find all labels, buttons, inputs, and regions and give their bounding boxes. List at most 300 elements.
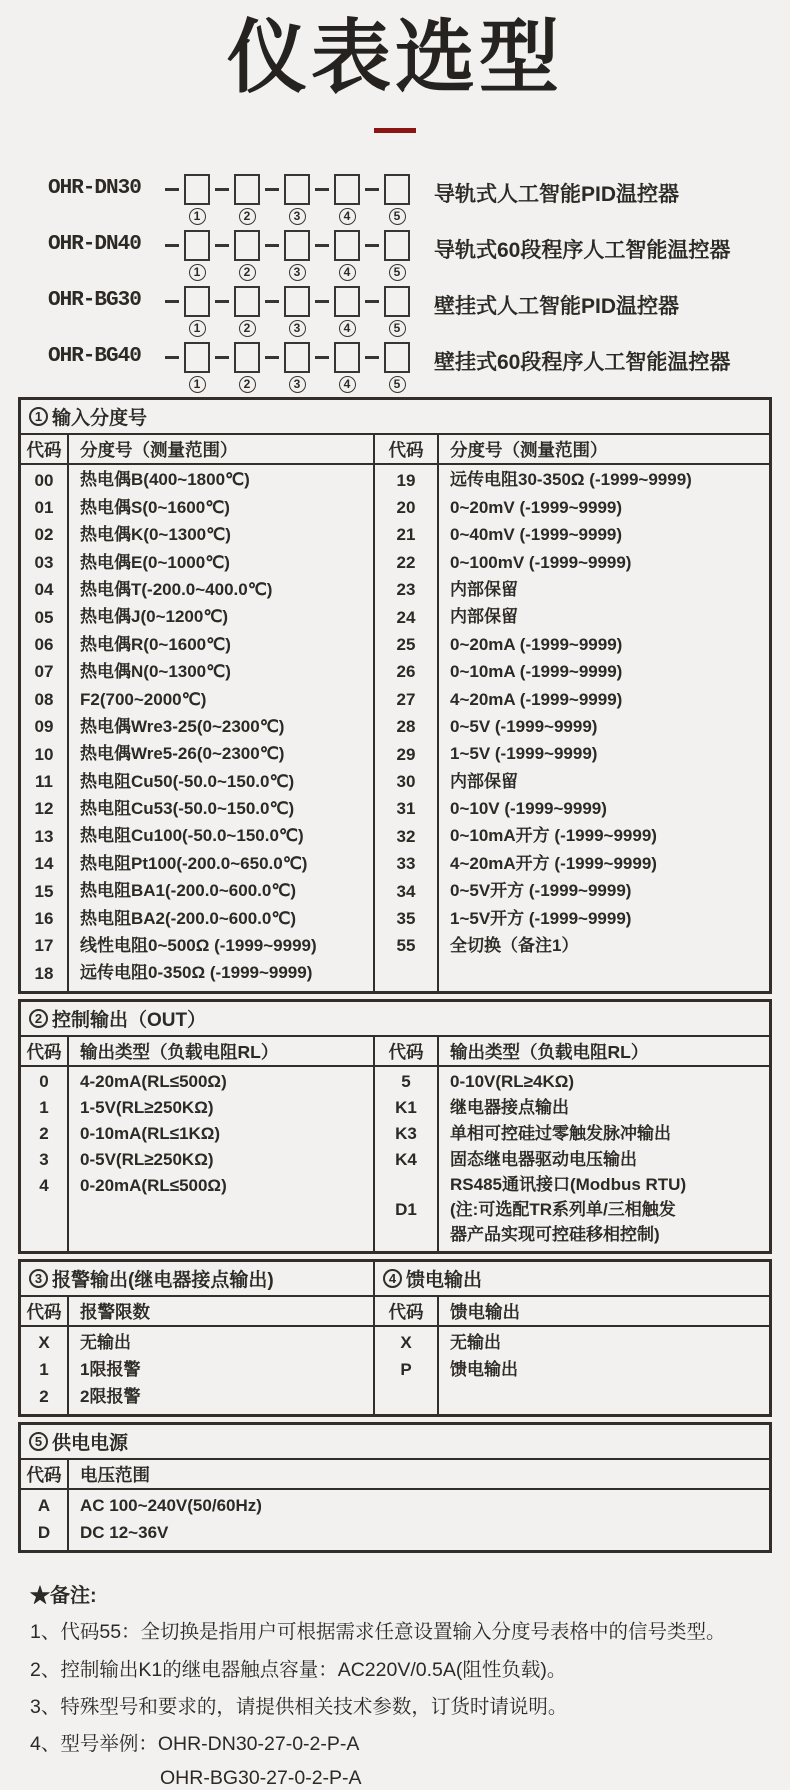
table-row — [21, 933, 373, 960]
option-boxes — [160, 229, 410, 261]
remarks-list — [30, 1619, 790, 1757]
model-option-strip — [160, 285, 410, 337]
table-row — [21, 522, 373, 549]
option-box-2 — [234, 342, 260, 373]
table-row — [375, 659, 769, 686]
circled-number-3: 3 — [289, 264, 306, 281]
table-row — [21, 659, 373, 686]
row-code: 2 — [39, 1386, 49, 1406]
row-code: 07 — [34, 662, 54, 682]
dash-separator — [265, 356, 279, 359]
row-code: 19 — [396, 470, 416, 490]
row-label: 热电阻BA2(-200.0~600.0℃) — [80, 908, 297, 928]
table-row — [375, 741, 769, 768]
dash-separator — [165, 188, 179, 191]
option-box-3 — [284, 230, 310, 261]
table-row — [375, 823, 769, 850]
row-code: 09 — [34, 717, 54, 737]
row-label: 固态继电器驱动电压输出 — [450, 1150, 637, 1170]
row-code: 18 — [34, 963, 54, 983]
remark-item: 3、特殊型号和要求的，请提供相关技术参数，订货时请说明。 — [30, 1695, 568, 1718]
table-row — [375, 1356, 769, 1383]
circled-number-5: 5 — [389, 376, 406, 393]
table-row — [21, 823, 373, 850]
row-label: 热电阻Cu50(-50.0~150.0℃) — [80, 771, 295, 791]
row-label: 0~5V开方 (-1999~9999) — [450, 881, 632, 901]
table-row — [375, 1173, 769, 1247]
row-label: DC 12~36V — [80, 1522, 169, 1542]
option-box-4 — [334, 286, 360, 317]
table-row — [375, 905, 769, 932]
option-boxes — [160, 341, 410, 373]
column-headers — [21, 435, 373, 465]
dash-separator — [215, 356, 229, 359]
row-label: 1-5V(RL≥250KΩ) — [80, 1098, 214, 1118]
table-row — [375, 467, 769, 494]
table-row — [21, 960, 373, 987]
row-label: 1~5V开方 (-1999~9999) — [450, 908, 632, 928]
model-row — [48, 341, 790, 389]
row-code: D1 — [395, 1200, 417, 1220]
row-code: 01 — [34, 498, 54, 518]
table-row — [375, 494, 769, 521]
dash-separator — [315, 188, 329, 191]
row-code: 28 — [396, 717, 416, 737]
table-row — [21, 878, 373, 905]
input-rows-left — [21, 465, 373, 991]
row-label: 继电器接点输出 — [450, 1098, 569, 1118]
table-row — [21, 1519, 769, 1546]
row-code: K3 — [395, 1124, 417, 1144]
option-box-4 — [334, 230, 360, 261]
model-description: 导轨式人工智能PID温控器 — [434, 183, 680, 206]
dash-separator — [315, 356, 329, 359]
row-label: 4~20mA (-1999~9999) — [450, 689, 623, 709]
code-column-header: 代码 — [26, 1464, 62, 1485]
code-column-header: 代码 — [388, 439, 424, 460]
circled-number-2: 2 — [239, 208, 256, 225]
row-label: 1~5V (-1999~9999) — [450, 744, 598, 764]
column-headers — [21, 1037, 373, 1067]
dash-separator — [365, 356, 379, 359]
remark-item: 1、代码55：全切换是指用户可根据需求任意设置输入分度号表格中的信号类型。 — [30, 1621, 726, 1644]
row-code: 29 — [396, 744, 416, 764]
row-code: 13 — [34, 826, 54, 846]
row-code: 00 — [34, 470, 54, 490]
row-label: 4-20mA(RL≤500Ω) — [80, 1072, 227, 1092]
table-row — [375, 522, 769, 549]
table-row — [21, 1121, 373, 1147]
table-title-text: 馈电输出 — [406, 1270, 483, 1292]
model-description: 壁挂式人工智能PID温控器 — [434, 295, 680, 318]
dash-separator — [165, 356, 179, 359]
title-accent-dash — [374, 128, 416, 133]
row-code: 17 — [34, 936, 54, 956]
option-box-3 — [284, 174, 310, 205]
control-output-table — [18, 999, 772, 1254]
table-row — [375, 714, 769, 741]
row-label: RS485通讯接口(Modbus RTU) (注:可选配TR系列单/三相触发 器产品实现可控硅移相控制) — [450, 1175, 687, 1244]
label-column-header: 输出类型（负载电阻RL） — [450, 1041, 649, 1062]
model-row — [48, 285, 790, 333]
row-code: 06 — [34, 635, 54, 655]
row-code: K1 — [395, 1098, 417, 1118]
model-code: OHR-DN30 — [48, 177, 141, 200]
row-label: 热电阻Cu53(-50.0~150.0℃) — [80, 799, 295, 819]
row-code: 05 — [34, 607, 54, 627]
dash-separator — [315, 300, 329, 303]
table-row — [21, 577, 373, 604]
circled-number-3: 3 — [289, 208, 306, 225]
row-label: 热电偶T(-200.0~400.0℃) — [80, 579, 273, 599]
alarm-rows — [21, 1327, 373, 1414]
dash-separator — [215, 244, 229, 247]
table-row — [375, 1329, 769, 1356]
circled-number-icon: 5 — [29, 1432, 48, 1451]
row-label: 0~10mA (-1999~9999) — [450, 662, 623, 682]
model-code: OHR-DN40 — [48, 233, 141, 256]
row-label: 0~10mA开方 (-1999~9999) — [450, 826, 657, 846]
row-label: 0~10V (-1999~9999) — [450, 799, 607, 819]
input-rows-right — [375, 465, 769, 991]
table-row — [21, 1173, 373, 1199]
row-code: 20 — [396, 498, 416, 518]
row-label: 远传电阻30-350Ω (-1999~9999) — [450, 470, 692, 490]
circled-number-icon: 1 — [29, 407, 48, 426]
row-code: 27 — [396, 689, 416, 709]
option-boxes — [160, 285, 410, 317]
dash-separator — [315, 244, 329, 247]
row-code: 4 — [39, 1176, 49, 1196]
row-label: 远传电阻0-350Ω (-1999~9999) — [80, 963, 313, 983]
row-label: 全切换（备注1） — [450, 936, 579, 956]
row-label: 内部保留 — [450, 579, 518, 599]
table-title-text: 报警输出(继电器接点输出) — [52, 1270, 274, 1292]
dash-separator — [215, 300, 229, 303]
row-code: 14 — [34, 854, 54, 874]
table-row — [375, 604, 769, 631]
table-row — [21, 905, 373, 932]
row-code: 23 — [396, 580, 416, 600]
table-row — [375, 933, 769, 960]
remarks-section — [30, 1579, 790, 1789]
table-row — [21, 631, 373, 658]
row-code: 12 — [34, 799, 54, 819]
dash-separator — [265, 188, 279, 191]
circled-number-icon: 3 — [29, 1269, 48, 1288]
label-column-header: 分度号（测量范围） — [450, 439, 608, 460]
row-code: 16 — [34, 908, 54, 928]
row-code: 03 — [34, 552, 54, 572]
option-box-3 — [284, 286, 310, 317]
model-option-strip — [160, 229, 410, 281]
model-code: OHR-BG30 — [48, 289, 141, 312]
circled-number-2: 2 — [239, 264, 256, 281]
row-label: AC 100~240V(50/60Hz) — [80, 1495, 262, 1515]
row-label: 热电偶K(0~1300℃) — [80, 525, 231, 545]
label-column-header: 馈电输出 — [450, 1301, 520, 1322]
option-numbers — [160, 208, 410, 225]
table-row — [21, 1492, 769, 1519]
circled-number-icon: 2 — [29, 1009, 48, 1028]
code-column-header: 代码 — [26, 1041, 62, 1062]
circled-number-4: 4 — [339, 264, 356, 281]
table-row — [21, 467, 373, 494]
row-code: A — [37, 1495, 51, 1515]
label-column-header: 报警限数 — [80, 1301, 150, 1322]
row-label: 0~20mA (-1999~9999) — [450, 634, 623, 654]
row-label: 2限报警 — [80, 1386, 141, 1406]
column-headers — [21, 1460, 769, 1490]
row-code: 34 — [396, 881, 416, 901]
table-row — [21, 850, 373, 877]
dash-separator — [265, 300, 279, 303]
dash-separator — [365, 188, 379, 191]
column-headers — [21, 1297, 373, 1327]
row-label: 热电偶E(0~1000℃) — [80, 552, 230, 572]
table-title — [21, 1002, 769, 1037]
circled-number-icon: 4 — [383, 1269, 402, 1288]
dash-separator — [215, 188, 229, 191]
remarks-header: ★备注: — [30, 1585, 97, 1608]
row-code: 32 — [396, 826, 416, 846]
model-option-strip — [160, 341, 410, 393]
row-code: 31 — [396, 799, 416, 819]
table-row — [375, 549, 769, 576]
row-label: 0-5V(RL≥250KΩ) — [80, 1150, 214, 1170]
circled-number-1: 1 — [189, 376, 206, 393]
row-code: K4 — [395, 1150, 417, 1170]
circled-number-3: 3 — [289, 320, 306, 337]
output-rows-right — [375, 1067, 769, 1251]
remark-item: 2、控制输出K1的继电器触点容量：AC220V/0.5A(阻性负载)。 — [30, 1658, 567, 1681]
label-column-header: 输出类型（负载电阻RL） — [80, 1041, 279, 1062]
table-title-text: 输入分度号 — [52, 408, 148, 429]
row-label: 热电偶J(0~1200℃) — [80, 607, 229, 627]
option-box-5 — [384, 230, 410, 261]
option-box-1 — [184, 286, 210, 317]
row-label: 0-20mA(RL≤500Ω) — [80, 1176, 227, 1196]
row-code: P — [400, 1359, 412, 1379]
table-row — [375, 1069, 769, 1095]
dash-separator — [165, 244, 179, 247]
row-code: 5 — [401, 1072, 411, 1092]
feed-rows — [375, 1327, 769, 1414]
row-label: 0~40mV (-1999~9999) — [450, 525, 623, 545]
row-label: 热电偶N(0~1300℃) — [80, 662, 231, 682]
row-label: 0-10V(RL≥4KΩ) — [450, 1072, 575, 1092]
table-row — [21, 1356, 373, 1383]
table-row — [375, 878, 769, 905]
row-label: 单相可控硅过零触发脉冲输出 — [450, 1124, 671, 1144]
table-title — [375, 1262, 769, 1297]
table-row — [21, 1383, 373, 1410]
row-label: 0~5V (-1999~9999) — [450, 716, 598, 736]
circled-number-2: 2 — [239, 376, 256, 393]
column-headers — [375, 1037, 769, 1067]
circled-number-5: 5 — [389, 264, 406, 281]
model-row — [48, 229, 790, 277]
circled-number-2: 2 — [239, 320, 256, 337]
option-numbers — [160, 376, 410, 393]
table-row — [375, 768, 769, 795]
label-column-header: 分度号（测量范围） — [80, 439, 238, 460]
row-label: 线性电阻0~500Ω (-1999~9999) — [80, 936, 317, 956]
dash-separator — [365, 244, 379, 247]
row-label: 热电阻BA1(-200.0~600.0℃) — [80, 881, 297, 901]
option-box-1 — [184, 174, 210, 205]
column-headers — [375, 435, 769, 465]
alarm-and-feed-table — [18, 1259, 772, 1417]
row-code: 2 — [39, 1124, 49, 1144]
row-label: 热电阻Pt100(-200.0~650.0℃) — [80, 853, 308, 873]
row-code: X — [38, 1332, 50, 1352]
circled-number-1: 1 — [189, 208, 206, 225]
output-rows-left — [21, 1067, 373, 1251]
option-box-3 — [284, 342, 310, 373]
row-code: 1 — [39, 1098, 49, 1118]
option-box-2 — [234, 230, 260, 261]
code-column-header: 代码 — [388, 1041, 424, 1062]
row-code: 11 — [35, 771, 53, 791]
code-column-header: 代码 — [388, 1301, 424, 1322]
option-box-5 — [384, 342, 410, 373]
model-description: 壁挂式60段程序人工智能温控器 — [434, 351, 731, 374]
row-code: 15 — [34, 881, 54, 901]
circled-number-5: 5 — [389, 208, 406, 225]
dash-separator — [165, 300, 179, 303]
table-row — [375, 796, 769, 823]
row-code: 33 — [396, 854, 416, 874]
row-label: 内部保留 — [450, 607, 518, 627]
option-box-4 — [334, 174, 360, 205]
remark-item: 4、型号举例：OHR-DN30-27-0-2-P-A — [30, 1733, 360, 1756]
row-label: 0-10mA(RL≤1KΩ) — [80, 1124, 221, 1144]
table-row — [21, 741, 373, 768]
row-code: 24 — [396, 607, 416, 627]
option-box-4 — [334, 342, 360, 373]
option-box-2 — [234, 174, 260, 205]
row-label: F2(700~2000℃) — [80, 689, 207, 709]
page-title: 仪表选型 — [227, 13, 563, 102]
table-title-text: 控制输出（OUT） — [52, 1010, 207, 1032]
row-label: 热电阻Cu100(-50.0~150.0℃) — [80, 826, 304, 846]
row-label: 1限报警 — [80, 1359, 141, 1379]
option-box-5 — [384, 286, 410, 317]
row-code: 22 — [396, 552, 416, 572]
row-code: 30 — [396, 771, 416, 791]
table-row — [375, 850, 769, 877]
table-row — [375, 577, 769, 604]
model-option-strip — [160, 173, 410, 225]
table-row — [21, 1329, 373, 1356]
row-code: 21 — [396, 525, 416, 545]
row-code: 04 — [34, 580, 54, 600]
model-code-diagram — [48, 173, 790, 389]
column-headers — [375, 1297, 769, 1327]
table-row — [21, 1069, 373, 1095]
table-row — [375, 1147, 769, 1173]
code-column-header: 代码 — [26, 1301, 62, 1322]
table-row — [21, 768, 373, 795]
row-code: 35 — [396, 908, 416, 928]
power-supply-table — [18, 1422, 772, 1553]
table-row — [21, 1095, 373, 1121]
option-boxes — [160, 173, 410, 205]
row-label: 热电偶R(0~1600℃) — [80, 634, 231, 654]
row-label: 热电偶B(400~1800℃) — [80, 470, 250, 490]
row-code: 25 — [396, 635, 416, 655]
dash-separator — [265, 244, 279, 247]
row-code: 1 — [39, 1359, 49, 1379]
table-row — [375, 631, 769, 658]
model-row — [48, 173, 790, 221]
row-code: 55 — [396, 936, 416, 956]
model-code: OHR-BG40 — [48, 345, 141, 368]
table-row — [375, 1095, 769, 1121]
code-column-header: 代码 — [26, 439, 62, 460]
circled-number-4: 4 — [339, 376, 356, 393]
row-label: 无输出 — [80, 1332, 131, 1352]
table-row — [21, 494, 373, 521]
option-numbers — [160, 264, 410, 281]
row-code: 3 — [39, 1150, 49, 1170]
circled-number-1: 1 — [189, 320, 206, 337]
row-code: X — [400, 1332, 412, 1352]
row-label: 无输出 — [450, 1332, 501, 1352]
table-row — [21, 604, 373, 631]
model-description: 导轨式60段程序人工智能温控器 — [434, 239, 731, 262]
circled-number-1: 1 — [189, 264, 206, 281]
table-title — [21, 1262, 373, 1297]
row-code: 0 — [39, 1072, 49, 1092]
table-title — [21, 1425, 769, 1460]
row-code: 26 — [396, 662, 416, 682]
row-label: 0~100mV (-1999~9999) — [450, 552, 632, 572]
circled-number-5: 5 — [389, 320, 406, 337]
row-label: 内部保留 — [450, 771, 518, 791]
remark-model-example-2: OHR-BG30-27-0-2-P-A — [160, 1766, 362, 1789]
table-row — [375, 1121, 769, 1147]
row-code: 08 — [34, 689, 54, 709]
row-code: 10 — [34, 744, 54, 764]
row-label: 热电偶S(0~1600℃) — [80, 497, 230, 517]
option-box-2 — [234, 286, 260, 317]
dash-separator — [365, 300, 379, 303]
table-title-text: 供电电源 — [52, 1433, 129, 1455]
circled-number-3: 3 — [289, 376, 306, 393]
row-label: 热电偶Wre3-25(0~2300℃) — [80, 716, 285, 736]
table-row — [21, 714, 373, 741]
option-box-1 — [184, 230, 210, 261]
table-row — [21, 1147, 373, 1173]
row-code: D — [37, 1522, 51, 1542]
table-row — [21, 796, 373, 823]
input-code-table — [18, 397, 772, 994]
circled-number-4: 4 — [339, 320, 356, 337]
table-title — [21, 400, 769, 435]
circled-number-4: 4 — [339, 208, 356, 225]
table-row — [21, 549, 373, 576]
table-row — [375, 686, 769, 713]
option-box-5 — [384, 174, 410, 205]
row-label: 馈电输出 — [450, 1359, 518, 1379]
table-row — [21, 686, 373, 713]
option-box-1 — [184, 342, 210, 373]
label-column-header: 电压范围 — [80, 1464, 150, 1485]
row-code: 02 — [34, 525, 54, 545]
option-numbers — [160, 320, 410, 337]
